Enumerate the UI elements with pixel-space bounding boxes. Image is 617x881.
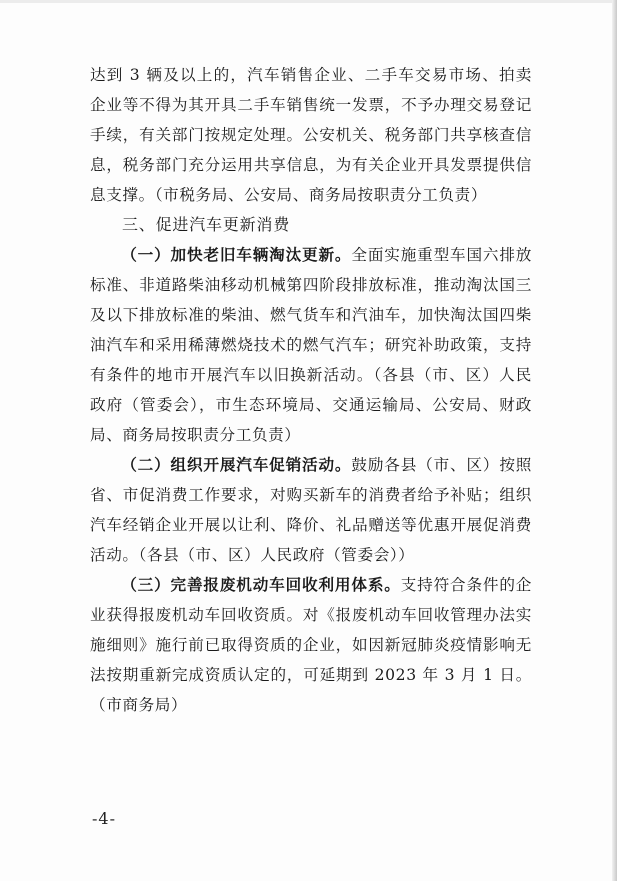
section-heading: 三、促进汽车更新消费 bbox=[122, 215, 291, 234]
section-item-2 bbox=[90, 450, 532, 570]
section-item-1-title: （一）加快老旧车辆淘汰更新。 bbox=[121, 245, 352, 264]
section-item-1-body: 全面实施重型车国六排放标准、非道路柴油移动机械第四阶段排放标准，推动淘汰国三及以下排放标准的柴油、燃气货车和汽油车，加快淘汰国四柴油汽车和采用稀薄燃烧技术的燃气汽车；研究补助政策，支持有条件的地市开展汽车以旧换新活动。（各县（市、区）人民政府（管委会），市生态环境局、交通运输局、公安局、财政局、商务局按职责分工负责） bbox=[90, 246, 532, 444]
section-item-2-title: （二）组织开展汽车促销活动。 bbox=[121, 455, 352, 474]
scan-edge-top bbox=[0, 0, 617, 3]
section-item-3 bbox=[90, 570, 532, 720]
section-item-3-title: （三）完善报废机动车回收利用体系。 bbox=[121, 575, 401, 594]
page-number: -4- bbox=[92, 809, 116, 828]
document-body bbox=[90, 60, 532, 720]
paragraph-continuation: 达到 3 辆及以上的，汽车销售企业、二手车交易市场、拍卖企业等不得为其开具二手车销售统一发票，不予办理交易登记手续，有关部门按规定处理。公安机关、税务部门共享核查信息，税务部门充分运用共享信息，为有关企业开具发票提供信息支撑。（市税务局、公安局、商务局按职责分工负责） bbox=[90, 66, 532, 204]
section-item-1 bbox=[90, 240, 532, 450]
section-item-2-body: 鼓励各县（市、区）按照省、市促消费工作要求，对购买新车的消费者给予补贴；组织汽车经销企业开展以让利、降价、礼品赠送等优惠开展促消费活动。（各县（市、区）人民政府（管委会）） bbox=[90, 456, 532, 564]
section-item-3-body: 支持符合条件的企业获得报废机动车回收资质。对《报废机动车回收管理办法实施细则》施行前已取得资质的企业，如因新冠肺炎疫情影响无法按期重新完成资质认定的，可延期到 2023 年 3 月 1 日。（市商务局） bbox=[90, 576, 532, 714]
scan-edge-right bbox=[612, 0, 617, 881]
